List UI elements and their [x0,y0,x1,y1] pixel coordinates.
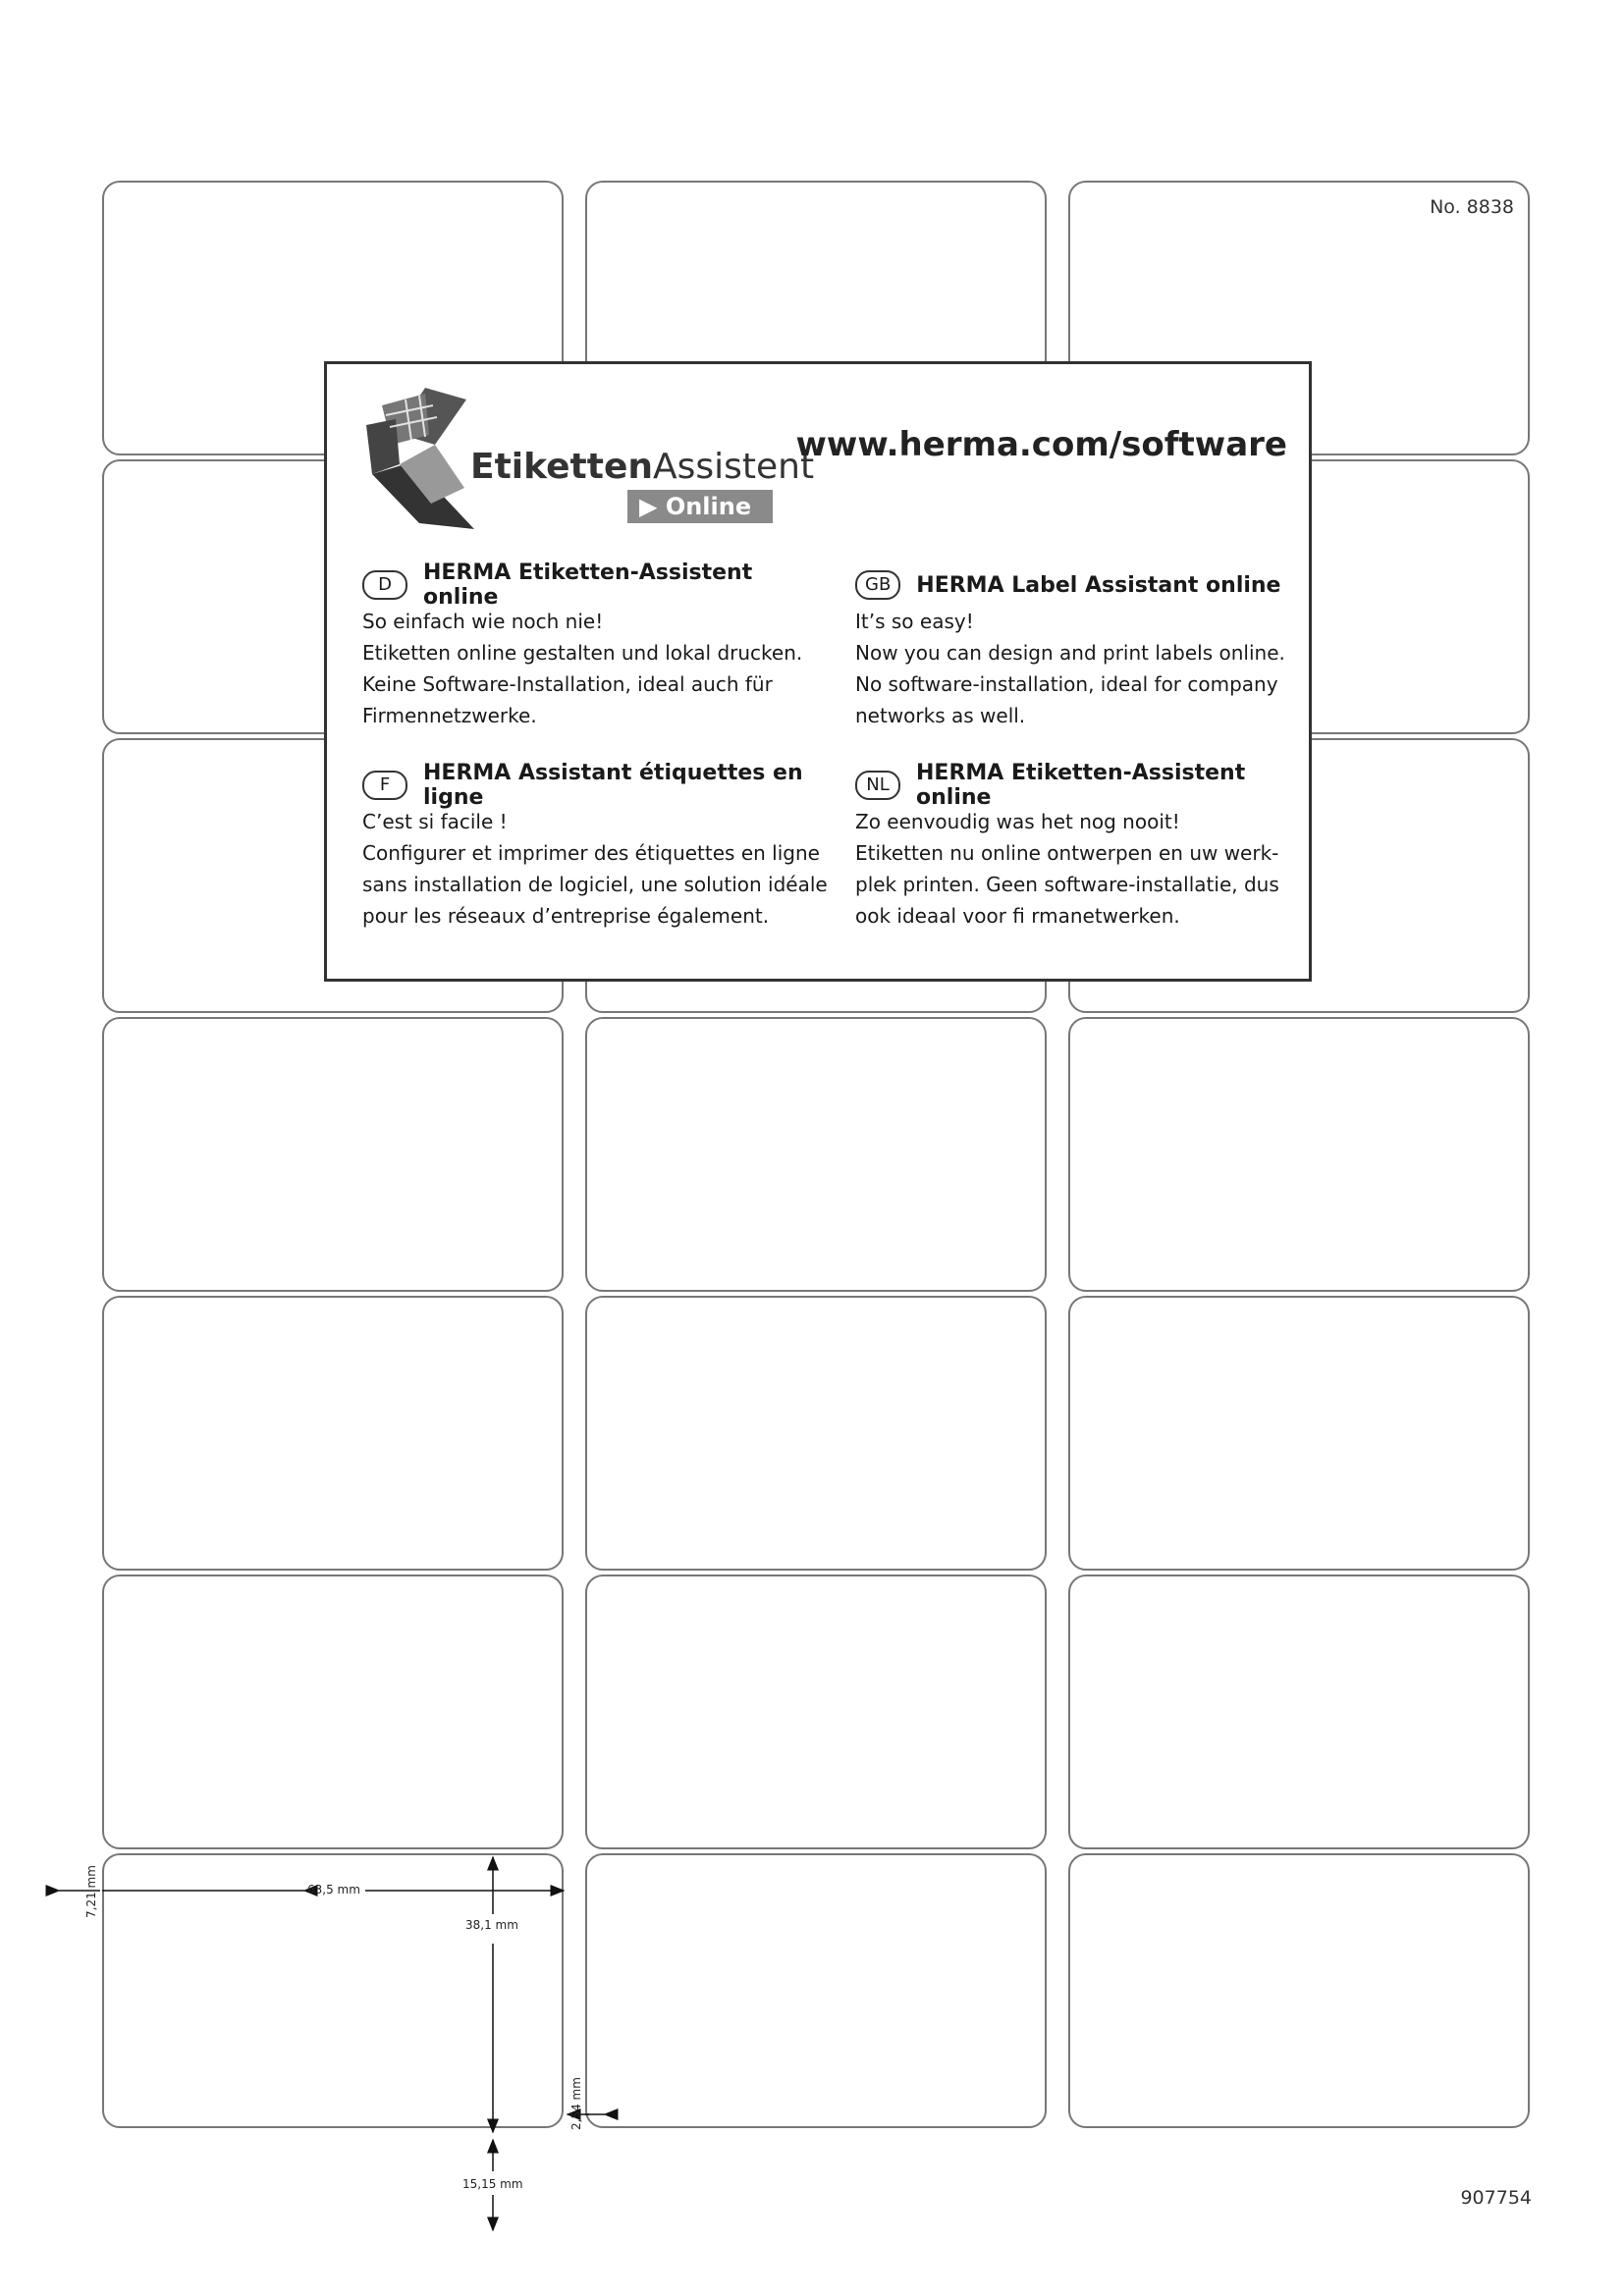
section-title-fr: HERMA Assistant étiquettes en ligne [423,761,803,810]
section-line: So einfach wie noch nie! [362,610,604,633]
online-badge: ▶ Online [627,490,773,523]
label-height-dimension: 38,1 mm [465,1918,518,1932]
section-line: Configurer et imprimer des étiquettes en ligne [362,841,820,865]
lang-badge-de: D [362,570,407,600]
lang-badge-nl: NL [855,771,900,800]
section-line: Now you can design and print labels online. [855,641,1285,665]
section-line: networks as well. [855,704,1026,727]
section-title-de: HERMA Etiketten-Assistent online [423,561,753,610]
logo-regular-text: Assistent [653,447,815,487]
section-title-gb: HERMA Label Assistant online [916,572,1281,598]
section-line: C’est si facile ! [362,810,508,833]
section-line: pour les réseaux d’entreprise également. [362,904,770,928]
section-line: It’s so easy! [855,610,974,633]
software-url[interactable]: www.herma.com/software [795,425,1287,464]
logo-bold-text: Etiketten [470,447,653,487]
section-line: Keine Software-Installation, ideal auch für [362,672,773,696]
article-number: 907754 [1460,2187,1532,2209]
section-line: Firmennetzwerke. [362,704,537,727]
section-line: No software-installation, ideal for company [855,672,1278,696]
lang-badge-fr: F [362,771,407,800]
lang-badge-gb: GB [855,570,900,600]
section-line: plek printen. Geen software-installatie, dus [855,873,1279,896]
column-gap-dimension: 2,54 mm [569,2077,583,2130]
section-line: Etiketten online gestalten und lokal drucken. [362,641,803,665]
bottom-margin-dimension: 15,15 mm [462,2177,523,2191]
section-line: ook ideaal voor fi rmanetwerken. [855,904,1180,928]
section-line: Etiketten nu online ontwerpen en uw werk- [855,841,1279,865]
left-margin-dimension: 7,21 mm [84,1865,98,1918]
section-line: sans installation de logiciel, une solution idéale [362,873,828,896]
section-line: Zo eenvoudig was het nog nooit! [855,810,1180,833]
label-width-dimension: 63,5 mm [307,1883,360,1896]
section-title-nl: HERMA Etiketten-Assistent online [916,761,1246,810]
product-number: No. 8838 [1430,196,1514,218]
